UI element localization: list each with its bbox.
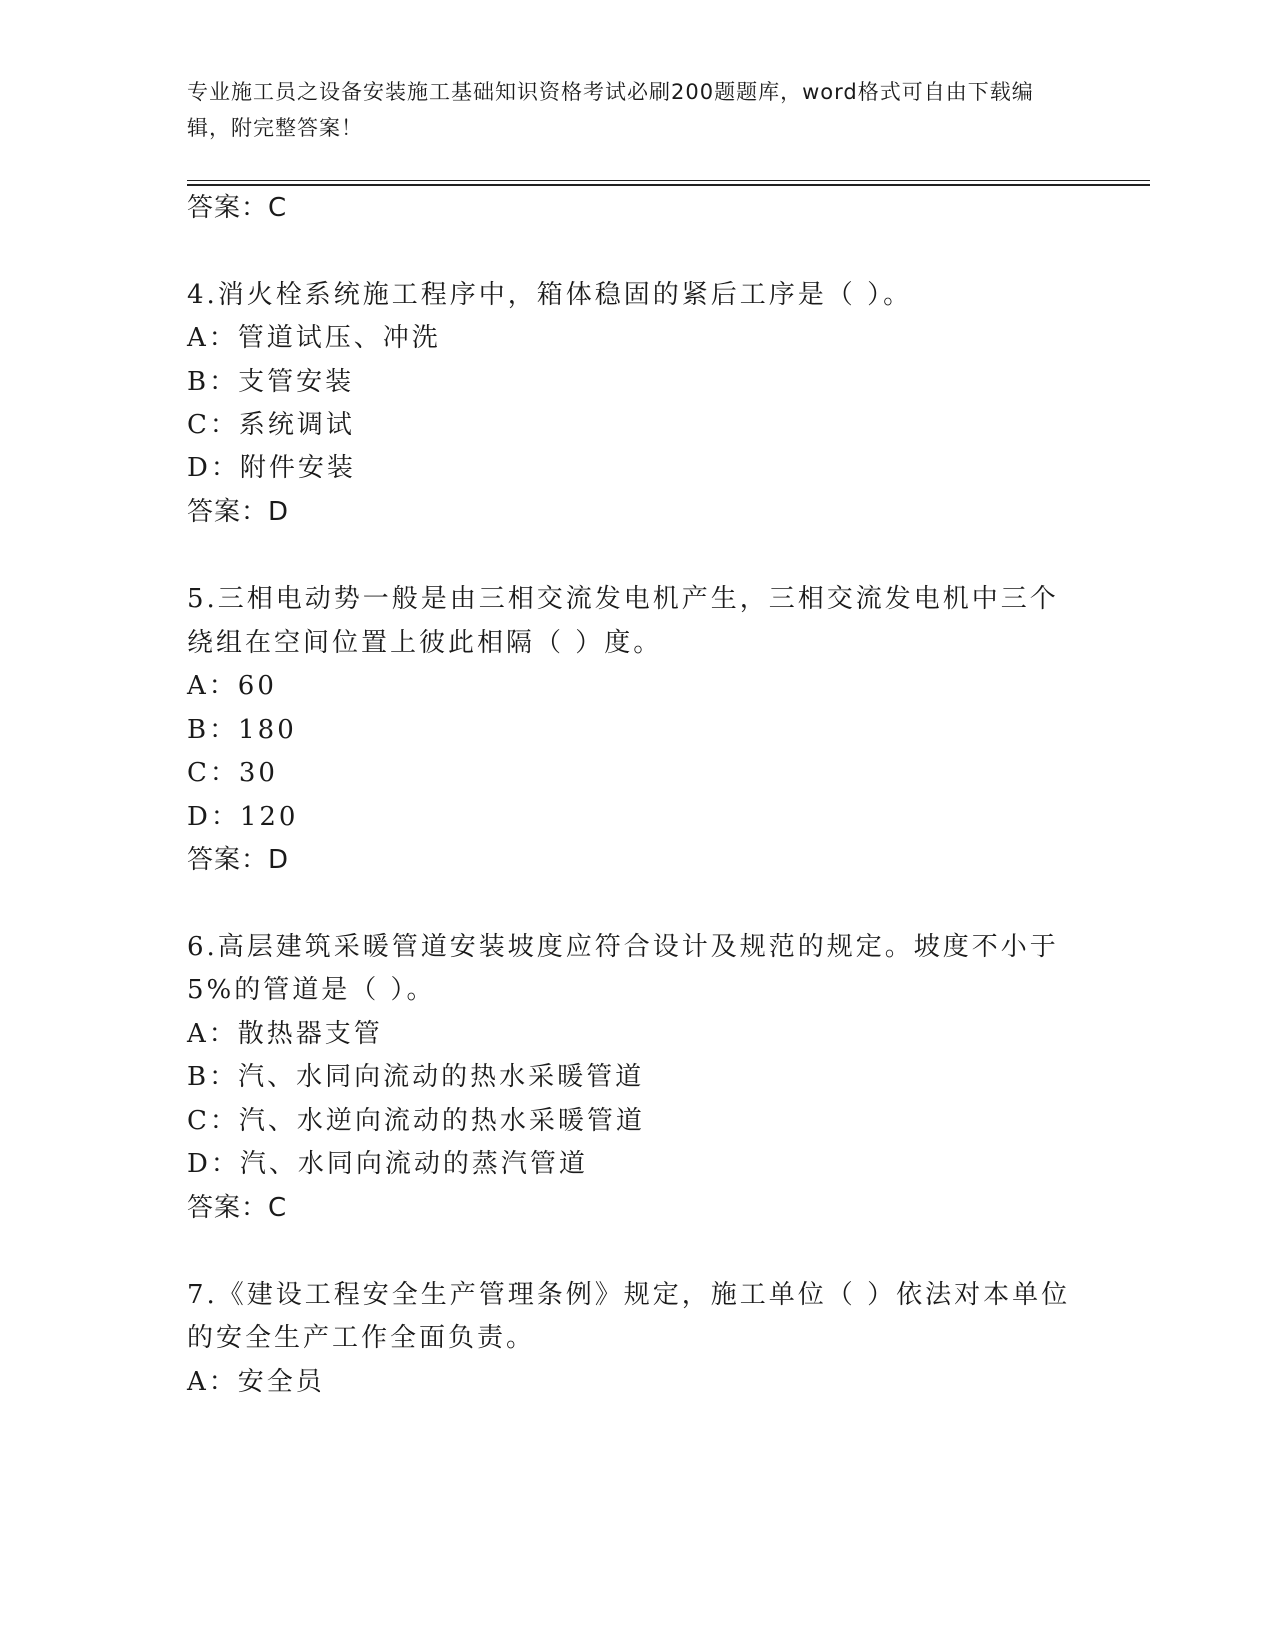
question-4-answer: 答案：D — [187, 497, 290, 527]
question-5-option-d: D：120 — [187, 802, 299, 832]
question-4-option-d: D：附件安装 — [187, 453, 356, 483]
question-7-stem-line-1: 7.《建设工程安全生产管理条例》规定，施工单位（ ）依法对本单位 — [187, 1280, 1071, 1310]
question-5-option-a: A：60 — [187, 671, 277, 701]
header-rule-thick — [187, 184, 1150, 186]
question-5-answer: 答案：D — [187, 845, 290, 875]
question-6-answer: 答案：C — [187, 1193, 288, 1223]
question-5-option-b: B：180 — [187, 715, 297, 745]
question-6-option-d: D：汽、水同向流动的蒸汽管道 — [187, 1149, 588, 1179]
question-5-option-c: C：30 — [187, 758, 278, 788]
question-6-option-b: B：汽、水同向流动的热水采暖管道 — [187, 1062, 645, 1092]
question-7-stem-line-2: 的安全生产工作全面负责。 — [187, 1323, 536, 1353]
question-4-stem: 4.消火栓系统施工程序中，箱体稳固的紧后工序是（ ）。 — [187, 280, 913, 310]
question-6-option-a: A：散热器支管 — [187, 1019, 383, 1049]
question-4-option-b: B：支管安装 — [187, 367, 355, 397]
question-6-stem-line-1: 6.高层建筑采暖管道安装坡度应符合设计及规范的规定。坡度不小于 — [187, 932, 1059, 962]
question-6-option-c: C：汽、水逆向流动的热水采暖管道 — [187, 1106, 645, 1136]
question-7-option-a: A：安全员 — [187, 1367, 325, 1397]
question-6-stem-line-2: 5%的管道是（ ）。 — [187, 975, 436, 1005]
document-header: 专业施工员之设备安装施工基础知识资格考试必刷200题题库，word格式可自由下载编辑，附完整答案！ — [187, 80, 1034, 140]
answer-q3: 答案：C — [187, 193, 288, 223]
question-4-option-c: C：系统调试 — [187, 410, 355, 440]
question-4-option-a: A：管道试压、冲洗 — [187, 323, 441, 353]
question-5-stem-line-1: 5.三相电动势一般是由三相交流发电机产生，三相交流发电机中三个 — [187, 584, 1059, 614]
header-rule-thin — [187, 180, 1150, 181]
question-5-stem-line-2: 绕组在空间位置上彼此相隔（ ）度。 — [187, 628, 663, 658]
